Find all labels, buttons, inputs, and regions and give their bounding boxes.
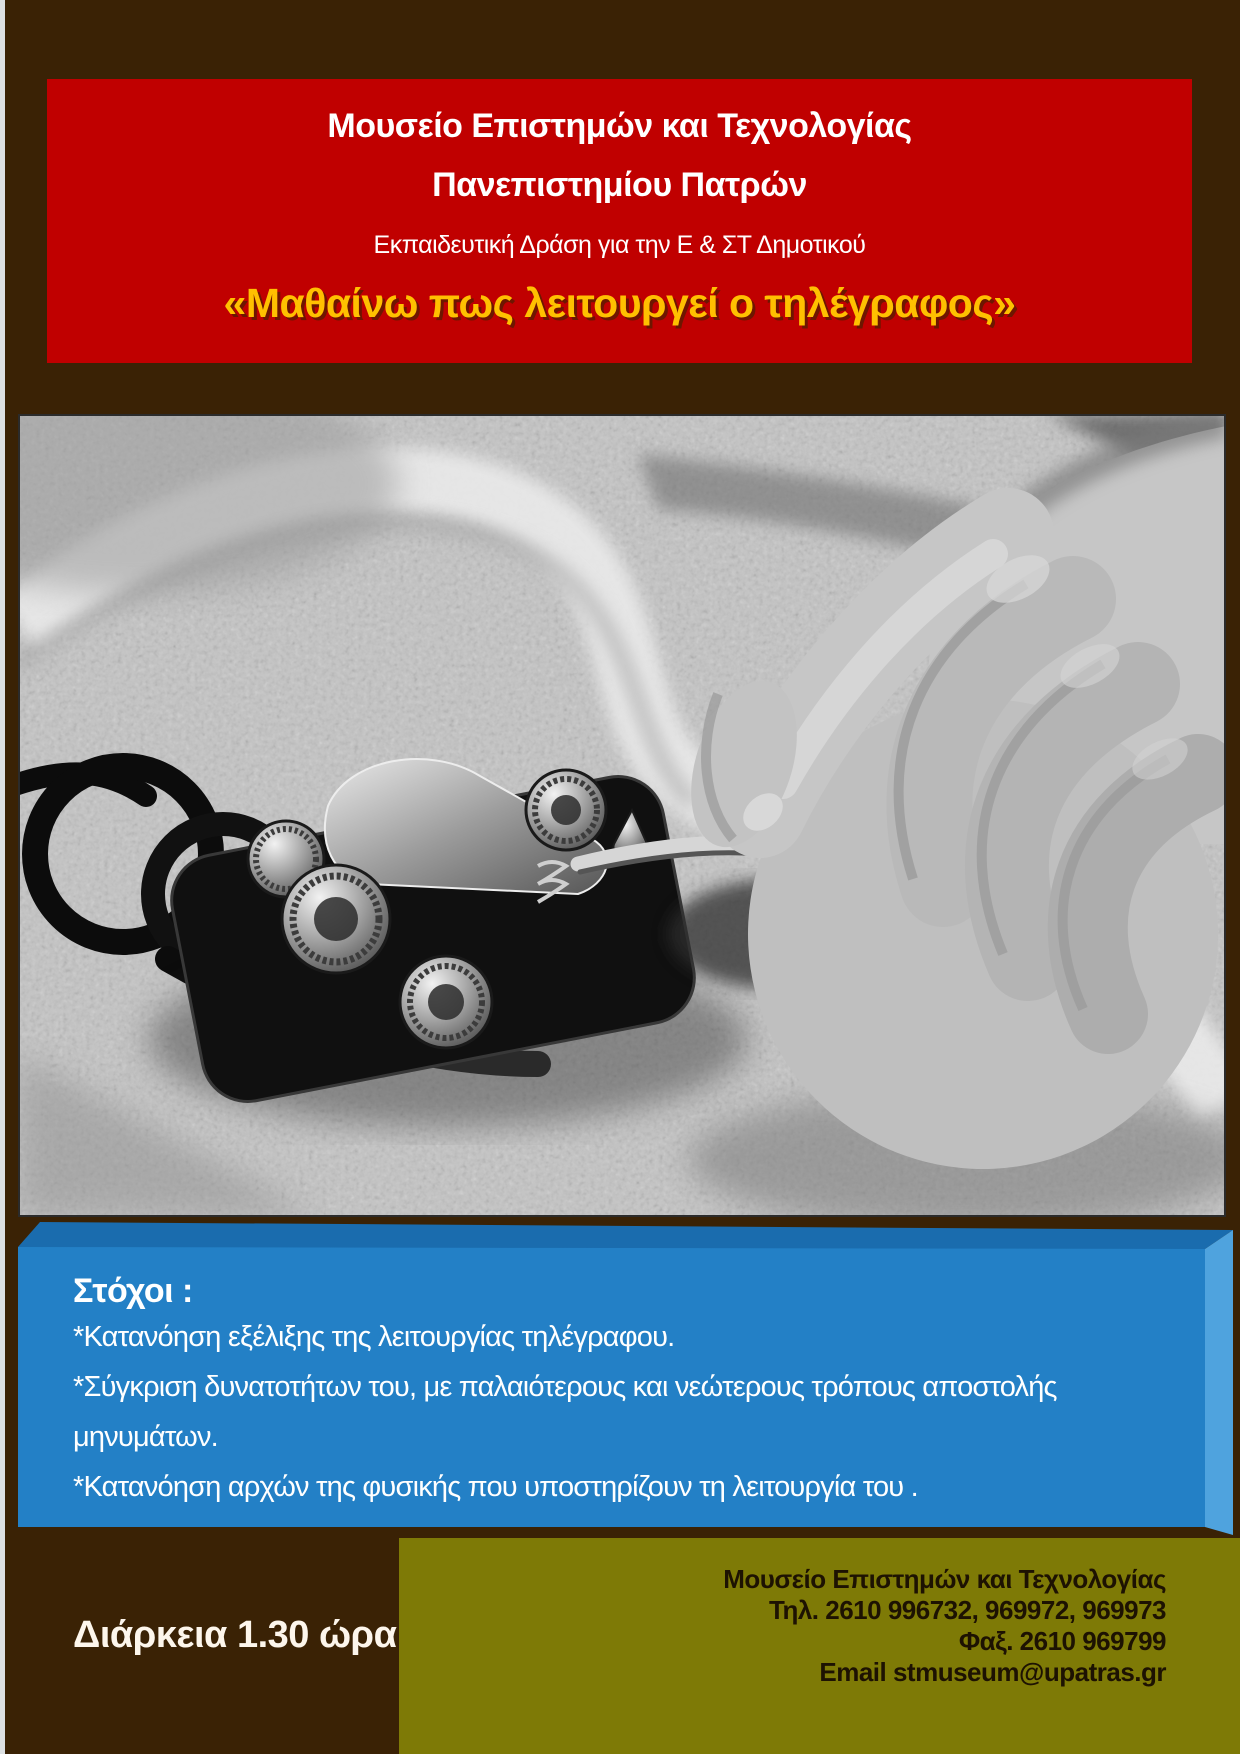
header-subtitle: Εκπαιδευτική Δράση για την Ε & ΣΤ Δημοτικού xyxy=(373,231,866,259)
page-left-edge xyxy=(0,0,5,1754)
contact-panel xyxy=(399,1538,1240,1754)
program-title: «Μαθαίνω πως λειτουργεί ο τηλέγραφος» xyxy=(223,280,1016,326)
objectives-text xyxy=(73,1270,1163,1512)
duration-label: Διάρκεια 1.30 ώρα xyxy=(73,1614,397,1656)
contact-fax: Φαξ. 2610 969799 xyxy=(958,1626,1166,1656)
objectives-heading: Στόχοι : xyxy=(73,1272,193,1310)
telegraph-photo-graphic xyxy=(18,414,1226,1217)
contact-email: Email stmuseum@upatras.gr xyxy=(819,1657,1166,1687)
objectives-panel xyxy=(18,1222,1233,1537)
objective-item-2: *Σύγκριση δυνατοτήτων του, με παλαιότερους και νεώτερους τρόπους αποστολής μηνυμάτων. xyxy=(73,1371,1057,1453)
header-banner xyxy=(47,79,1192,363)
museum-title-line1: Μουσείο Επιστημών και Τεχνολογίας xyxy=(327,107,912,145)
objective-item-3: *Κατανόηση αρχών της φυσικής που υποστηρίζουν τη λειτουργία του . xyxy=(73,1471,918,1503)
museum-title-line2: Πανεπιστημίου Πατρών xyxy=(432,166,807,204)
contact-phone: Τηλ. 2610 996732, 969972, 969973 xyxy=(769,1595,1166,1625)
objective-item-1: *Κατανόηση εξέλιξης της λειτουργίας τηλέγραφου. xyxy=(73,1321,675,1353)
telegraph-photo xyxy=(18,414,1226,1217)
contact-museum-name: Μουσείο Επιστημών και Τεχνολογίας xyxy=(723,1564,1166,1594)
